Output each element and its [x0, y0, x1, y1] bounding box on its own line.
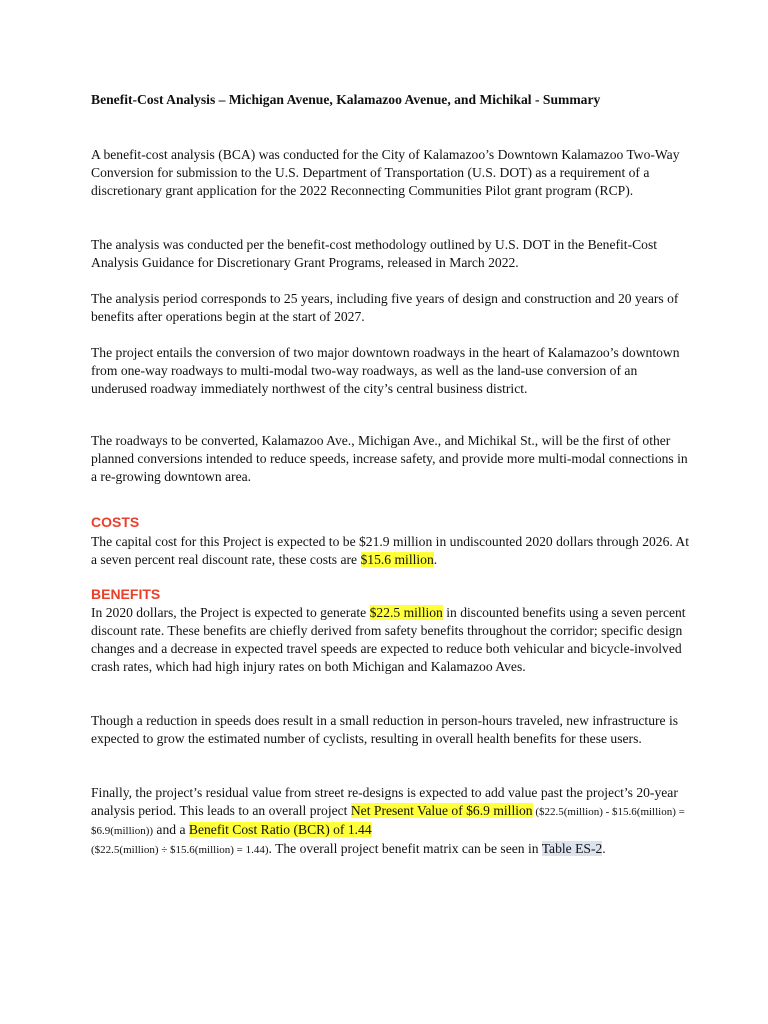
summary-post: . The overall project benefit matrix can be seen in — [268, 841, 542, 856]
health-benefits-paragraph: Though a reduction in speeds does result in a small reduction in person-hours traveled, new infrastructure is expected to grow the estimated number of cyclists, resulting in overall health benefits for these users. — [91, 713, 679, 746]
summary-end: . — [602, 841, 606, 856]
benefits-heading: BENEFITS — [91, 586, 161, 602]
summary-pre: Finally, the project’s residual value from street re-designs is expected to add value past the project’s 20-year analysis period. This leads to an overall project — [91, 785, 678, 818]
summary-paragraph — [91, 784, 691, 859]
bcr-calculation: ($22.5(million) ÷ $15.6(million) = 1.44) — [91, 844, 269, 856]
costs-paragraph — [91, 533, 691, 569]
intro-paragraph: A benefit-cost analysis (BCA) was conducted for the City of Kalamazoo’s Downtown Kalamazoo Two-Way Conversion for submission to the U.S. Department of Transportation (U.S. DOT) as a requirement of a discretionary grant application for the 2022 Reconnecting Communities Pilot grant program (RCP). — [91, 147, 680, 198]
npv-calculation: ($22.5(million) - $15.6(million) = $6.9(million)) — [91, 806, 685, 837]
benefits-paragraph — [91, 604, 691, 676]
methodology-paragraph: The analysis was conducted per the benefit-cost methodology outlined by U.S. DOT in the Benefit-Cost Analysis Guidance for Discretionary Grant Programs, released in March 2022. — [91, 237, 658, 270]
costs-text: The capital cost for this Project is expected to be $21.9 million in undiscounted 2020 dollars through 2026. At a seven percent real discount rate, these costs are — [91, 534, 690, 567]
npv-highlight: Net Present Value of $6.9 million — [350, 803, 533, 818]
table-reference-link[interactable]: Table ES-2 — [541, 841, 603, 856]
benefits-highlight: $22.5 million — [369, 605, 443, 620]
roadways-paragraph: The roadways to be converted, Kalamazoo Ave., Michigan Ave., and Michikal St., will be the first of other planned conversions intended to reduce speeds, increase safety, and provide more multi-modal connections in a re-growing downtown area. — [91, 433, 688, 484]
benefits-pre: In 2020 dollars, the Project is expected to generate — [91, 605, 370, 620]
document-title: Benefit-Cost Analysis – Michigan Avenue, Kalamazoo Avenue, and Michikal - Summary — [91, 92, 601, 107]
benefits-post: in discounted benefits using a seven percent discount rate. These benefits are chiefly derived from safety benefits throughout the corridor; specific design changes and a decrease in expected travel speeds are expected to reduce both vehicular and bicycle-involved crash rates, which had high injury rates on both Michigan and Kalamazoo Aves. — [91, 605, 686, 674]
costs-end: . — [433, 552, 438, 567]
costs-heading: COSTS — [91, 514, 140, 530]
project-description-paragraph: The project entails the conversion of two major downtown roadways in the heart of Kalamazoo’s downtown from one-way roadways to multi-modal two-way roadways, as well as the land-use conversion of an underused roadway immediately northwest of the city’s central business district. — [91, 345, 680, 396]
analysis-period-paragraph: The analysis period corresponds to 25 years, including five years of design and construction and 20 years of benefits after operations begin at the start of 2027. — [91, 291, 679, 324]
costs-highlight: $15.6 million — [360, 552, 434, 567]
bcr-highlight: Benefit Cost Ratio (BCR) of 1.44 — [188, 822, 372, 837]
summary-and: and a — [153, 822, 189, 837]
